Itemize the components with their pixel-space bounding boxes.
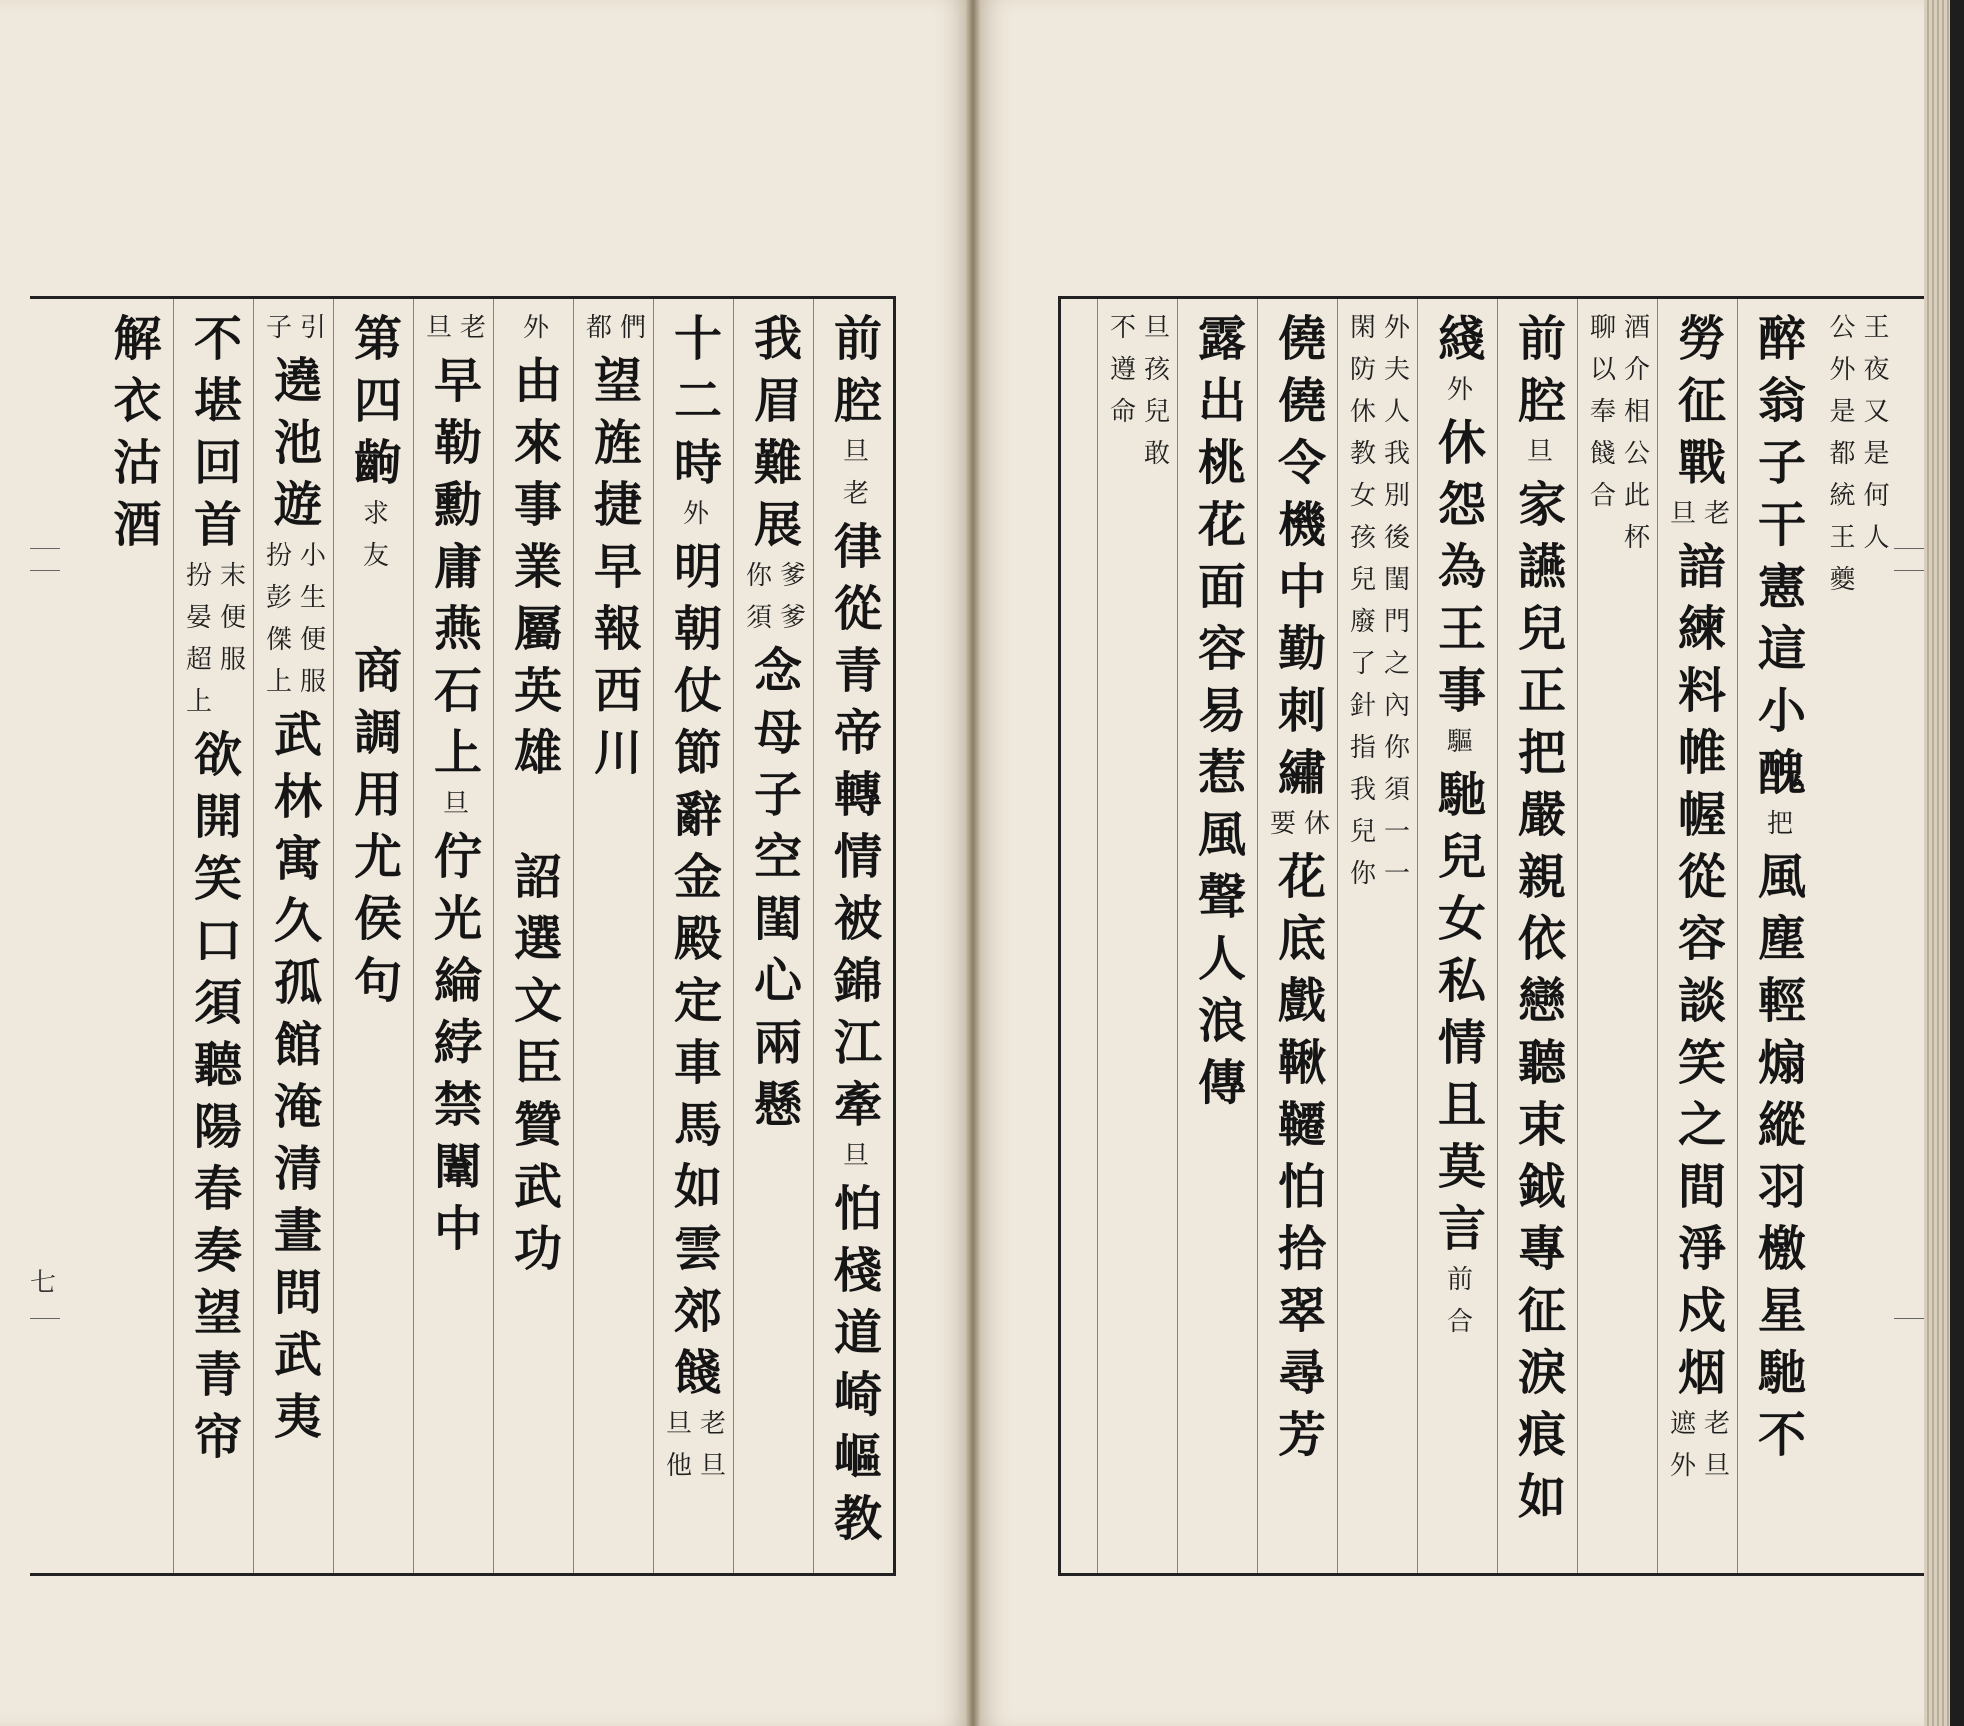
stage-annotation [181, 561, 247, 729]
annotation-line: 末便服 [215, 561, 246, 687]
stage-annotation [1665, 499, 1731, 541]
stage-annotation [518, 313, 550, 355]
page-edges [1924, 0, 1964, 1726]
main-text: 馳兒女私情且莫言 [1429, 769, 1486, 1265]
main-text: 家讌兒正把嚴親依戀聽束鉞專征淚痕如 [1509, 479, 1566, 1533]
main-text: 詔選文臣贊武功 [505, 851, 562, 1285]
annotation-line: 旦 [1522, 437, 1553, 479]
text-column [1417, 299, 1497, 1573]
stage-annotation [1585, 313, 1651, 565]
stage-annotation [1442, 375, 1474, 417]
annotation-line: 前合 [1442, 1265, 1473, 1349]
stage-annotation [1824, 313, 1890, 607]
main-text: 怕棧道崎嶇教 [825, 1183, 882, 1555]
main-text: 不堪回首 [185, 313, 242, 561]
annotation-line: 扮晏超上 [181, 561, 212, 729]
main-text: 念母子空閨心兩懸 [745, 645, 802, 1141]
annotation-line: 外 [518, 313, 549, 355]
right-columns [1061, 299, 1897, 1573]
annotation-line: 引 [295, 313, 326, 355]
folio-tick [1894, 1318, 1924, 1319]
main-text: 勞征戰 [1669, 313, 1726, 499]
stage-annotation [1345, 313, 1411, 901]
main-text: 明朝仗節辭金殿定車馬如雲郊餞 [665, 541, 722, 1409]
text-column [173, 299, 253, 1573]
annotation-line: 小生便服 [295, 541, 326, 709]
stage-annotation [421, 313, 487, 355]
left-columns [57, 299, 893, 1573]
text-column [413, 299, 493, 1573]
annotation-line: 旦 [421, 313, 452, 355]
main-text: 前腔 [825, 313, 882, 437]
annotation-line: 公外是都統王夔 [1825, 313, 1855, 607]
annotation-line: 子 [261, 313, 292, 355]
main-text: 早勒勳庸燕石上 [425, 355, 482, 789]
annotation-line: 老旦 [1699, 1409, 1730, 1493]
annotation-line: 求友 [358, 499, 389, 583]
folio-number: 七 [30, 1268, 57, 1298]
main-text: 十二時 [665, 313, 722, 499]
stage-annotation [438, 789, 470, 831]
annotation-line: 扮彭傑上 [261, 541, 292, 709]
text-column [1257, 299, 1337, 1573]
stage-annotation [1442, 1265, 1474, 1349]
main-text: 律從青帝轉情被錦江牽 [825, 521, 882, 1141]
annotation-line: 都 [581, 313, 612, 355]
main-text: 露出桃花面容易惹風聲人浪傳 [1189, 313, 1246, 1119]
annotation-line: 不遵命 [1105, 313, 1136, 439]
main-text: 解衣沽酒 [105, 313, 161, 561]
main-text: 第四齣 [345, 313, 402, 499]
annotation-line: 要 [1265, 809, 1296, 851]
fishtail-mark [1894, 548, 1924, 549]
text-column [1177, 299, 1257, 1573]
main-text: 諳練料帷幄從容談笑之間淨戍烟 [1669, 541, 1726, 1409]
text-column [653, 299, 733, 1573]
annotation-line: 王夜又是何人 [1859, 313, 1889, 565]
stage-annotation [1665, 1409, 1731, 1493]
main-text: 欲開笑口須聽陽春奏望青帘 [185, 729, 242, 1473]
main-text: 我眉難展 [745, 313, 802, 561]
text-column [1497, 299, 1577, 1573]
folio-tick [30, 1318, 60, 1319]
main-text: 武林寓久孤館淹清晝問武夷 [265, 709, 322, 1453]
annotation-line: 旦他 [661, 1409, 692, 1493]
main-text: 商調用尤侯句 [345, 645, 402, 1017]
main-text: 遶池遊 [265, 355, 322, 541]
stage-annotation [261, 541, 327, 709]
annotation-line: 驅 [1442, 727, 1473, 769]
stage-annotation [838, 437, 870, 521]
annotation-line: 你須 [741, 561, 772, 645]
stage-annotation [581, 313, 647, 355]
main-text: 由來事業屬英雄 [505, 355, 562, 789]
text-column [813, 299, 893, 1573]
main-text: 前腔 [1509, 313, 1566, 437]
stage-annotation [1265, 809, 1331, 851]
book-gutter [966, 0, 980, 1726]
stage-annotation [741, 561, 807, 645]
main-text: 風塵輕煽縱羽檄星馳不 [1749, 851, 1806, 1471]
annotation-line: 聊以奉餞合 [1585, 313, 1616, 523]
annotation-line: 閑防休教女孩兒廢了針指我兒你 [1345, 313, 1376, 901]
right-text-frame [1058, 296, 1924, 1576]
main-text: 佇光綸綍禁闈中 [425, 831, 482, 1265]
main-text: 花底戲鞦韆怕拾翠尋芳 [1269, 851, 1326, 1471]
text-column [1337, 299, 1417, 1573]
annotation-line: 爹爹 [775, 561, 806, 645]
text-column [493, 299, 573, 1573]
annotation-line: 旦 [1665, 499, 1696, 541]
annotation-line: 老 [1699, 499, 1730, 541]
annotation-line: 旦 [838, 1141, 869, 1183]
annotation-line: 們 [615, 313, 646, 355]
text-column [1657, 299, 1737, 1573]
stage-annotation [661, 1409, 727, 1493]
annotation-line: 旦 [438, 789, 469, 831]
fishtail-mark [30, 548, 60, 549]
main-text: 醉翁子 [1749, 313, 1806, 499]
annotation-line: 外 [678, 499, 709, 541]
annotation-line: 把 [1762, 809, 1793, 851]
main-text: 機中勤刺繡 [1269, 499, 1326, 809]
annotation-line: 遮外 [1665, 1409, 1696, 1493]
annotation-line: 酒介相公此杯 [1619, 313, 1650, 565]
text-column [1737, 299, 1817, 1573]
main-text: 望旌捷早報西川 [585, 355, 642, 789]
fishtail-mark [30, 570, 60, 571]
stage-annotation [1105, 313, 1171, 481]
stage-annotation [1522, 437, 1554, 479]
annotation-line: 旦孩兒敢 [1139, 313, 1170, 481]
stage-annotation [261, 313, 327, 355]
text-column [733, 299, 813, 1573]
main-text: 干憲這小醜 [1749, 499, 1806, 809]
main-text: 僥僥令 [1269, 313, 1326, 499]
text-column [1097, 299, 1177, 1573]
stage-annotation [1762, 809, 1794, 851]
stage-annotation [838, 1141, 870, 1183]
text-column [253, 299, 333, 1573]
stage-annotation [1442, 727, 1474, 769]
annotation-line: 老旦 [695, 1409, 726, 1493]
text-column [93, 299, 173, 1573]
stage-annotation [678, 499, 710, 541]
annotation-line: 休 [1299, 809, 1330, 851]
stage-annotation [358, 499, 390, 583]
annotation-line: 外 [1442, 375, 1473, 417]
fishtail-mark [1894, 570, 1924, 571]
text-column [1817, 299, 1897, 1573]
text-column [333, 299, 413, 1573]
main-text: 綫 [1429, 313, 1486, 375]
text-column [1577, 299, 1657, 1573]
main-text: 休怨為王事 [1429, 417, 1486, 727]
text-column [573, 299, 653, 1573]
annotation-line: 老 [455, 313, 486, 355]
annotation-line: 旦老 [838, 437, 869, 521]
left-text-frame [30, 296, 896, 1576]
annotation-line: 外夫人我別後閨門之內你須一一 [1379, 313, 1410, 901]
